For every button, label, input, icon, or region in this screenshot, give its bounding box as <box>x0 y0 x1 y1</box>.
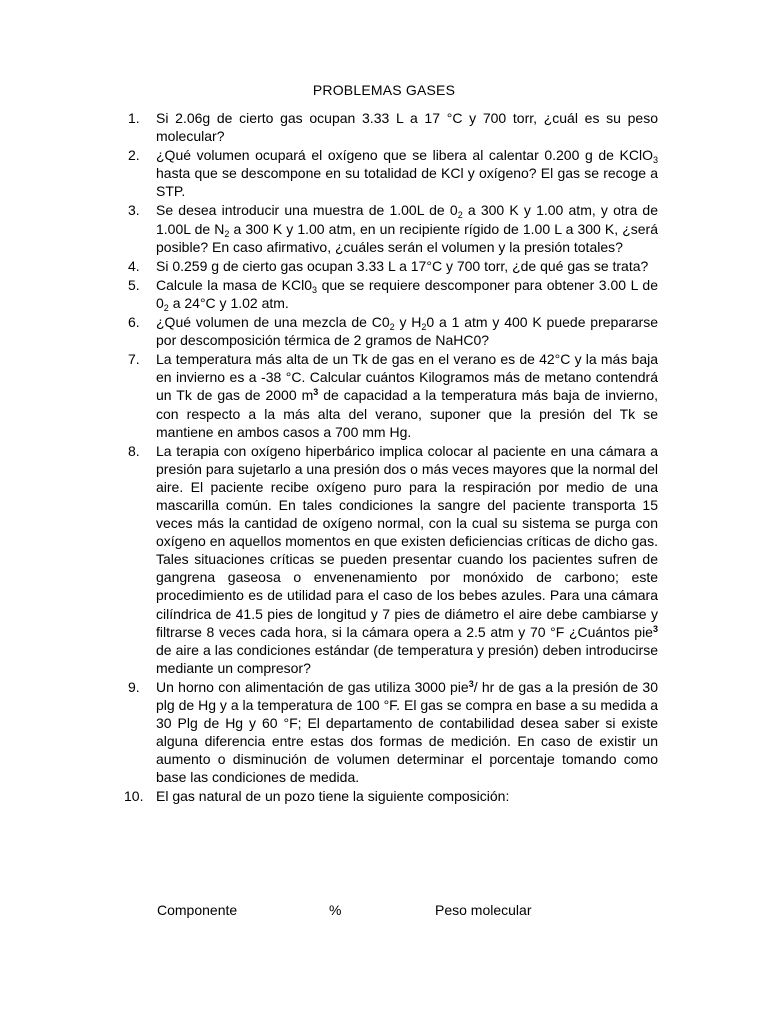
problem-item <box>128 678 658 787</box>
problem-text: a 300 K y 1.00 atm, en un recipiente rígido de 1.00 L a 300 K, ¿será posible? En caso afirmativo, ¿cuáles serán el volumen y la presión totales? <box>156 220 658 255</box>
problem-number: 4. <box>128 257 140 274</box>
problem-text: La terapia con oxígeno hiperbárico implica colocar al paciente en una cámara a presión para sujetarlo a una presión dos o más veces mayores que la normal del aire. El paciente recibe oxígeno puro para la respiración por medio de una mascarilla común. En tales condiciones la sangre del paciente transporta 15 veces más la cantidad de oxígeno normal, con la cual su sistema se purga con oxígeno en aquellos momentos en que existen deficiencias críticas de dicho gas. Tales situaciones críticas se pueden presentar cuando los pacientes sufren de gangrena gaseosa o envenenamiento por monóxido de carbono; este procedimiento es de utilidad para el caso de los bebes azules. Para una cámara cilíndrica de 41.5 pies de longitud y 7 pies de diámetro el aire debe cambiarse y filtrarse 8 veces cada hora, si la cámara opera a 2.5 atm y 70 °F ¿Cuántos pie <box>156 442 658 640</box>
problem-text: de aire a las condiciones estándar (de temperatura y presión) deben introducirse mediante un compresor? <box>156 641 658 676</box>
subscript: 3 <box>312 284 318 295</box>
problem-number: 2. <box>128 147 140 164</box>
problem-number: 5. <box>128 276 140 293</box>
problem-text: La temperatura más alta de un Tk de gas en el verano es de 42°C y la más baja en invierno es a -38 °C. Calcular cuántos Kilogramos más de metano contendrá un Tk de gas de 2000 m <box>156 351 658 404</box>
problem-item <box>128 201 658 255</box>
problem-text: Se desea introducir una muestra de 1.00L de 0 <box>156 202 458 219</box>
problem-item <box>128 350 658 440</box>
problem-item <box>128 109 658 145</box>
superscript: 3 <box>652 623 658 634</box>
problem-number: 8. <box>128 442 140 459</box>
column-header-molecular-weight: Peso molecular <box>435 902 532 918</box>
column-header-percent: % <box>329 902 342 918</box>
problem-text: Un horno con alimentación de gas utiliza 3000 pie <box>156 678 469 695</box>
problem-text: Si 0.259 g de cierto gas ocupan 3.33 L a 17°C y 700 torr, ¿de qué gas se trata? <box>156 257 649 274</box>
problem-text: hasta que se descompone en su totalidad de KCl y oxígeno? El gas se recoge a STP. <box>156 165 658 200</box>
superscript: 3 <box>468 678 474 689</box>
subscript: 3 <box>652 155 658 166</box>
problem-number: 7. <box>128 351 140 368</box>
superscript: 3 <box>313 387 319 398</box>
subscript: 2 <box>457 210 463 221</box>
page-title: PROBLEMAS GASES <box>312 82 456 98</box>
problem-item <box>128 257 658 275</box>
problem-text: y H <box>394 314 422 331</box>
problem-text: que se requiere descomponer para obtener 3.00 L de 0 <box>156 276 659 311</box>
problem-item <box>128 442 658 677</box>
problem-text: / hr de gas a la presión de 30 plg de Hg y a la temperatura de 100 °F. El gas se compra en base a su medida a 30 Plg de Hg y 60 °F; El departamento de contabilidad desea saber si existe alguna diferencia entre estas dos formas de medición. En caso de existir un aumento o disminución de volumen determinar el porcentaje tomando como base las condiciones de medida. <box>156 678 658 786</box>
subscript: 2 <box>224 228 230 239</box>
problem-number: 10. <box>124 788 144 805</box>
problem-text: a 24°C y 1.02 atm. <box>168 294 289 311</box>
problem-item <box>128 313 658 349</box>
problem-number: 9. <box>128 678 140 695</box>
problem-text: de capacidad a la temperatura más baja de invierno, con respecto a la más alta del verano, suponer que la presión del Tk se mantiene en ambos casos a 700 mm Hg. <box>156 387 659 440</box>
problem-item <box>128 276 658 312</box>
problem-text: ¿Qué volumen ocupará el oxígeno que se libera al calentar 0.200 g de KClO <box>156 147 653 164</box>
problem-text: Si 2.06g de cierto gas ocupan 3.33 L a 17 °C y 700 torr, ¿cuál es su peso molecular? <box>156 110 658 145</box>
problem-list <box>124 109 659 806</box>
column-header-component: Componente <box>157 902 238 918</box>
subscript: 2 <box>421 322 427 333</box>
problem-number: 6. <box>128 314 140 331</box>
problem-text: a 300 K y 1.00 atm, y otra de 1.00L de N <box>156 202 658 237</box>
problem-text: Calcule la masa de KCl0 <box>156 276 312 293</box>
problem-item <box>124 787 658 805</box>
problem-number: 3. <box>128 202 140 219</box>
problem-number: 1. <box>128 110 140 126</box>
subscript: 2 <box>389 322 395 333</box>
problem-text: 0 a 1 atm y 400 K puede prepararse por descomposición térmica de 2 gramos de NaHC0? <box>156 314 659 349</box>
problem-text: El gas natural de un pozo tiene la siguiente composición: <box>156 788 510 805</box>
problem-item <box>128 146 658 200</box>
problem-text: ¿Qué volumen de una mezcla de C0 <box>156 314 390 331</box>
subscript: 2 <box>163 302 169 313</box>
